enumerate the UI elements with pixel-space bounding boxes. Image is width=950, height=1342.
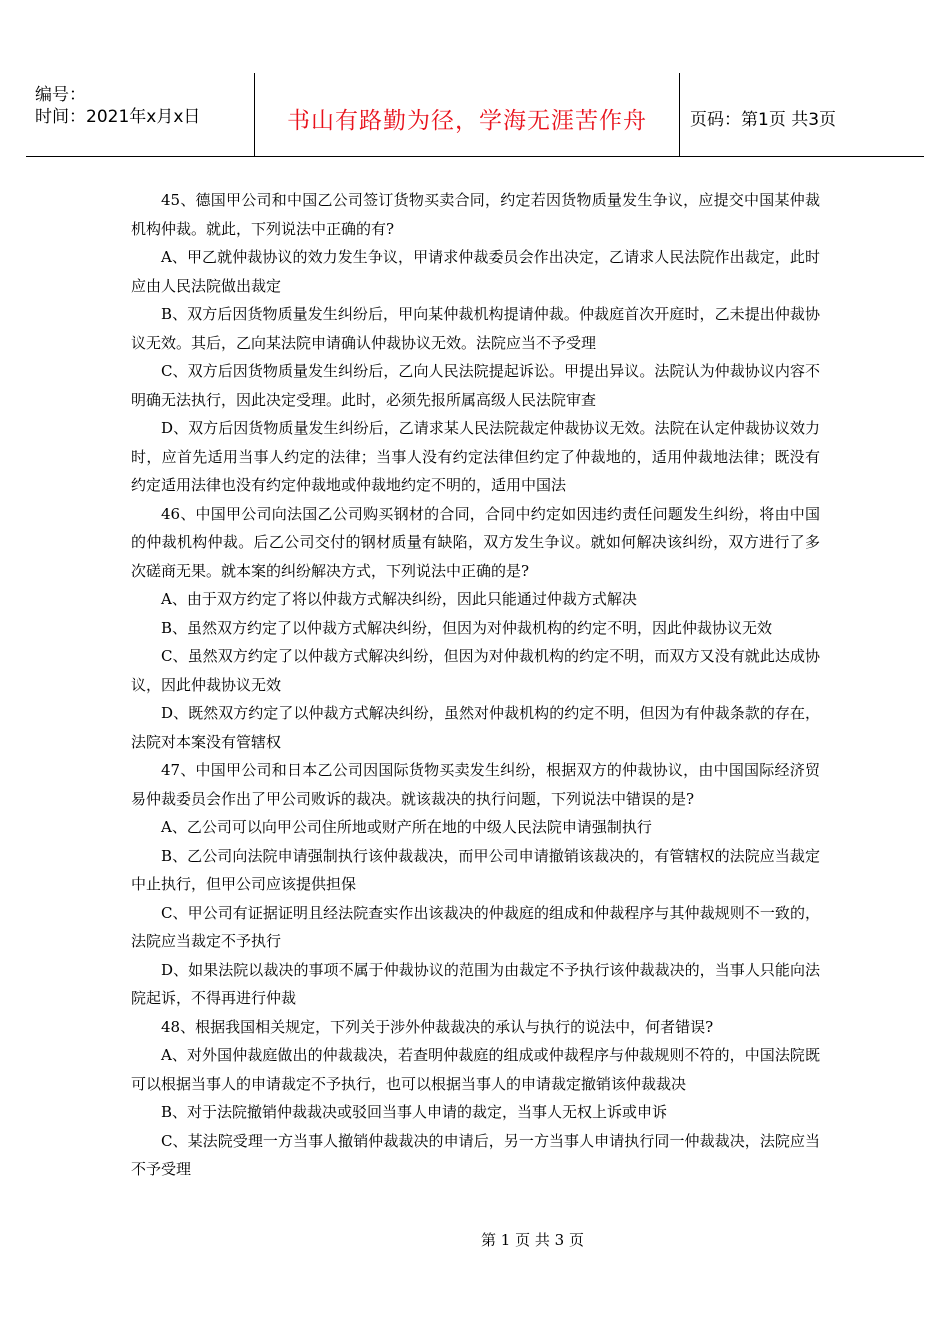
question-46-stem: 46、中国甲公司向法国乙公司购买钢材的合同，合同中约定如因违约责任问题发生纠纷，将由中国的仲裁机构仲裁。后乙公司交付的钢材质量有缺陷，双方发生争议。就如何解决该纠纷，双方进行了多次磋商无果。就本案的纠纷解决方式，下列说法中正确的是? xyxy=(131,504,820,580)
document-time-label: 时间：2021年x月x日 xyxy=(35,107,201,127)
question-47-option-a: A、乙公司可以向甲公司住所地或财产所在地的中级人民法院申请强制执行 xyxy=(161,818,652,836)
footer-page-number: 第 1 页 共 3 页 xyxy=(481,1231,584,1249)
header-page-number: 页码：第1页 共3页 xyxy=(690,110,837,130)
question-47-option-b: B、乙公司向法院申请强制执行该仲裁裁决，而甲公司申请撤销该裁决的，有管辖权的法院应当裁定中止执行，但甲公司应该提供担保 xyxy=(131,846,820,893)
question-46-option-b: B、虽然双方约定了以仲裁方式解决纠纷，但因为对仲裁机构的约定不明，因此仲裁协议无效 xyxy=(161,618,773,637)
question-48-stem: 48、根据我国相关规定，下列关于涉外仲裁裁决的承认与执行的说法中，何者错误? xyxy=(161,1017,714,1036)
question-48-option-a: A、对外国仲裁庭做出的仲裁裁决，若查明仲裁庭的组成或仲裁程序与仲裁规则不符的，中国法院既可以根据当事人的申请裁定不予执行，也可以根据当事人的申请裁定撤销该仲裁裁决 xyxy=(131,1046,820,1093)
question-45-option-b: B、双方后因货物质量发生纠纷后，甲向某仲裁机构提请仲裁。仲裁庭首次开庭时，乙未提出仲裁协议无效。其后，乙向某法院申请确认仲裁协议无效。法院应当不予受理 xyxy=(131,305,820,352)
question-47-stem: 47、中国甲公司和日本乙公司因国际货物买卖发生纠纷，根据双方的仲裁协议，由中国国际经济贸易仲裁委员会作出了甲公司败诉的裁决。就该裁决的执行问题，下列说法中错误的是? xyxy=(131,761,820,808)
question-47-option-d: D、如果法院以裁决的事项不属于仲裁协议的范围为由裁定不予执行该仲裁裁决的，当事人只能向法院起诉，不得再进行仲裁 xyxy=(131,960,820,1007)
header-page-cell xyxy=(680,73,924,156)
header-motto-cell xyxy=(255,73,680,156)
question-48-option-b: B、对于法院撤销仲裁裁决或驳回当事人申请的裁定，当事人无权上诉或申诉 xyxy=(161,1103,668,1121)
question-45-option-c: C、双方后因货物质量发生纠纷后，乙向人民法院提起诉讼。甲提出异议。法院认为仲裁协议内容不明确无法执行，因此决定受理。此时，必须先报所属高级人民法院审查 xyxy=(131,362,820,409)
question-45-stem: 45、德国甲公司和中国乙公司签订货物买卖合同，约定若因货物质量发生争议，应提交中国某仲裁机构仲裁。就此，下列说法中正确的有? xyxy=(131,191,820,238)
question-45-option-d: D、双方后因货物质量发生纠纷后，乙请求某人民法院裁定仲裁协议无效。法院在认定仲裁协议效力时，应首先适用当事人约定的法律；当事人没有约定法律但约定了仲裁地的，适用仲裁地法律；既没有约定适用法律也没有约定仲裁地或仲裁地约定不明的，适用中国法 xyxy=(131,419,820,494)
document-body xyxy=(131,186,820,1184)
question-47-option-c: C、甲公司有证据证明且经法院查实作出该裁决的仲裁庭的组成和仲裁程序与其仲裁规则不一致的，法院应当裁定不予执行 xyxy=(131,903,820,950)
document-number-label: 编号： xyxy=(35,85,86,105)
page-footer xyxy=(0,1229,950,1250)
question-46-option-c: C、虽然双方约定了以仲裁方式解决纠纷，但因为对仲裁机构的约定不明，而双方又没有就此达成协议，因此仲裁协议无效 xyxy=(131,647,820,694)
question-46-option-d: D、既然双方约定了以仲裁方式解决纠纷，虽然对仲裁机构的约定不明，但因为有仲裁条款的存在，法院对本案没有管辖权 xyxy=(131,704,820,751)
header-meta-cell xyxy=(26,73,255,156)
question-46-option-a: A、由于双方约定了将以仲裁方式解决纠纷，因此只能通过仲裁方式解决 xyxy=(161,590,637,608)
question-45-option-a: A、甲乙就仲裁协议的效力发生争议，甲请求仲裁委员会作出决定，乙请求人民法院作出裁定，此时应由人民法院做出裁定 xyxy=(131,248,820,295)
header-motto: 书山有路勤为径，学海无涯苦作舟 xyxy=(287,108,647,134)
page-header xyxy=(26,73,924,157)
question-48-option-c: C、某法院受理一方当事人撤销仲裁裁决的申请后，另一方当事人申请执行同一仲裁裁决，法院应当不予受理 xyxy=(131,1131,820,1178)
